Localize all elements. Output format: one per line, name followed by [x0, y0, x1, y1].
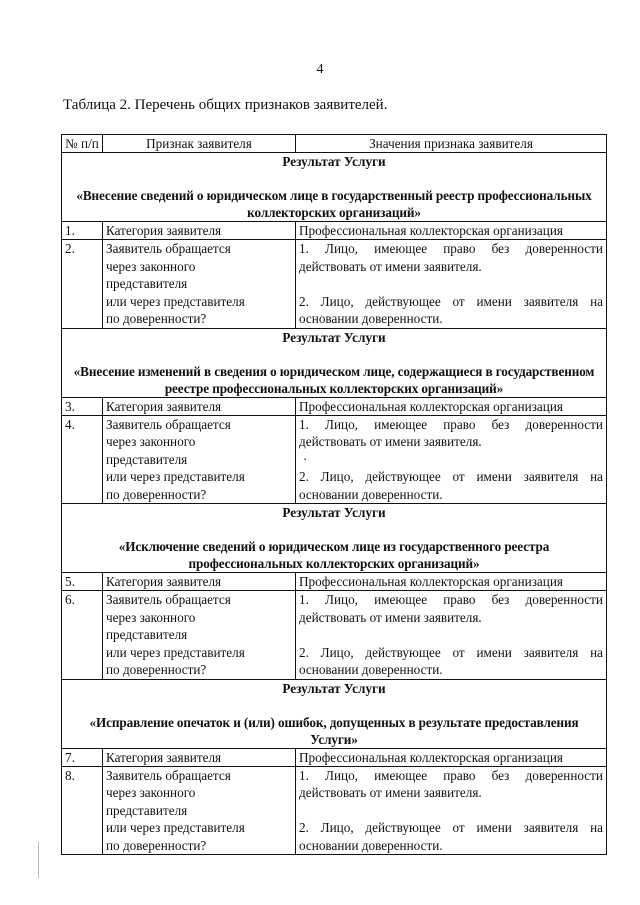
- answer-option-2: 2. Лицо, действующее от имени заявителя на основании доверенности.: [299, 644, 603, 677]
- question-line: Заявитель обращается: [106, 592, 231, 607]
- answer-cell: [296, 415, 607, 504]
- row-number: 3.: [62, 397, 103, 415]
- table-header: [62, 135, 607, 153]
- category-value: Профессиональная коллекторская организация: [296, 748, 607, 766]
- question-row: [62, 240, 607, 329]
- category-label: Категория заявителя: [103, 748, 296, 766]
- row-number: 1.: [62, 222, 103, 240]
- result-row: [62, 328, 607, 397]
- row-number: 7.: [62, 748, 103, 766]
- row-number: 8.: [62, 766, 103, 855]
- answer-cell: [296, 766, 607, 855]
- question-line: представителя: [106, 627, 188, 642]
- question-line: по доверенности?: [106, 837, 207, 853]
- question-line: представителя: [106, 802, 188, 818]
- category-label: Категория заявителя: [103, 397, 296, 415]
- category-row: [62, 222, 607, 240]
- question-line: через законного: [106, 609, 196, 625]
- question-line: или через представителя: [106, 644, 245, 660]
- answer-option-2: 2. Лицо, действующее от имени заявителя на основании доверенности.: [299, 293, 603, 326]
- category-value: Профессиональная коллекторская организация: [296, 397, 607, 415]
- table-caption: Таблица 2. Перечень общих признаков заявителей.: [63, 97, 388, 113]
- question-cell: [103, 766, 296, 855]
- page-number: 4: [316, 62, 324, 77]
- column-header-sign: Признак заявителя: [103, 135, 296, 153]
- question-line: или через представителя: [106, 293, 245, 309]
- result-row: [62, 153, 607, 222]
- applicant-signs-table: [61, 134, 607, 855]
- question-line: Заявитель обращается: [106, 416, 231, 432]
- answer-option-2: 2. Лицо, действующее от имени заявителя на основании доверенности.: [299, 820, 603, 853]
- result-cell: [62, 328, 607, 397]
- question-cell: [103, 415, 296, 504]
- question-line: по доверенности?: [106, 311, 207, 326]
- result-spacer: [65, 697, 603, 714]
- row-number: 2.: [62, 240, 103, 329]
- category-value: Профессиональная коллекторская организация: [296, 222, 607, 240]
- answer-option-1: 1. Лицо, имеющее право без доверенности действовать от имени заявителя.: [299, 241, 603, 274]
- answer-cell: [296, 591, 607, 680]
- column-header-number: № п/п: [62, 135, 103, 153]
- service-name: «Исключение сведений о юридическом лице из государственного реестра профессиональных коллекторских организаций»: [118, 539, 550, 571]
- result-cell: [62, 153, 607, 222]
- question-line: или через представителя: [106, 820, 245, 835]
- table-body: [62, 153, 607, 855]
- column-header-values: Значения признака заявителя: [296, 135, 607, 153]
- answer-spacer: [299, 802, 603, 820]
- answer-option-1: 1. Лицо, имеющее право без доверенности действовать от имени заявителя.: [299, 592, 603, 625]
- question-row: [62, 415, 607, 504]
- category-label: Категория заявителя: [103, 573, 296, 591]
- result-spacer: [65, 346, 603, 363]
- service-name: «Исправление опечаток и (или) ошибок, допущенных в результате предоставления Услуги»: [89, 714, 579, 747]
- question-cell: [103, 240, 296, 329]
- category-row: [62, 748, 607, 766]
- result-spacer: [65, 521, 603, 538]
- question-line: представителя: [106, 276, 188, 291]
- result-title: Результат Услуги: [282, 505, 386, 520]
- result-row: [62, 679, 607, 748]
- category-row: [62, 573, 607, 591]
- result-cell: [62, 504, 607, 573]
- answer-spacer: ·: [303, 451, 308, 467]
- answer-option-1: 1. Лицо, имеющее право без доверенности действовать от имени заявителя.: [299, 416, 603, 449]
- service-name: «Внесение изменений в сведения о юридическом лице, содержащиеся в государственном реестре профессиональных коллекторских организаций»: [73, 363, 595, 396]
- result-title: Результат Услуги: [282, 680, 386, 696]
- question-line: или через представителя: [106, 469, 245, 484]
- question-row: [62, 766, 607, 855]
- question-cell: [103, 591, 296, 680]
- result-spacer: [65, 170, 603, 187]
- question-line: Заявитель обращается: [106, 767, 231, 783]
- question-line: представителя: [106, 451, 188, 467]
- row-number: 4.: [62, 415, 103, 504]
- margin-rule: [38, 842, 39, 878]
- question-line: по доверенности?: [106, 486, 207, 502]
- result-row: [62, 504, 607, 573]
- question-line: Заявитель обращается: [106, 241, 231, 256]
- row-number: 6.: [62, 591, 103, 680]
- answer-cell: [296, 240, 607, 329]
- category-row: [62, 397, 607, 415]
- result-cell: [62, 679, 607, 748]
- answer-spacer: [299, 275, 603, 293]
- category-value: Профессиональная коллекторская организация: [296, 573, 607, 591]
- result-title: Результат Услуги: [282, 154, 386, 169]
- question-line: через законного: [106, 434, 196, 449]
- answer-spacer: [299, 626, 603, 644]
- question-line: по доверенности?: [106, 662, 207, 677]
- question-row: [62, 591, 607, 680]
- question-line: через законного: [106, 785, 196, 800]
- answer-option-2: 2. Лицо, действующее от имени заявителя на основании доверенности.: [299, 469, 603, 502]
- category-label: Категория заявителя: [103, 222, 296, 240]
- row-number: 5.: [62, 573, 103, 591]
- question-line: через законного: [106, 258, 196, 274]
- service-name: «Внесение сведений о юридическом лице в государственный реестр профессиональных коллекторских организаций»: [76, 188, 592, 220]
- result-title: Результат Услуги: [282, 329, 386, 345]
- answer-option-1: 1. Лицо, имеющее право без доверенности действовать от имени заявителя.: [299, 767, 603, 800]
